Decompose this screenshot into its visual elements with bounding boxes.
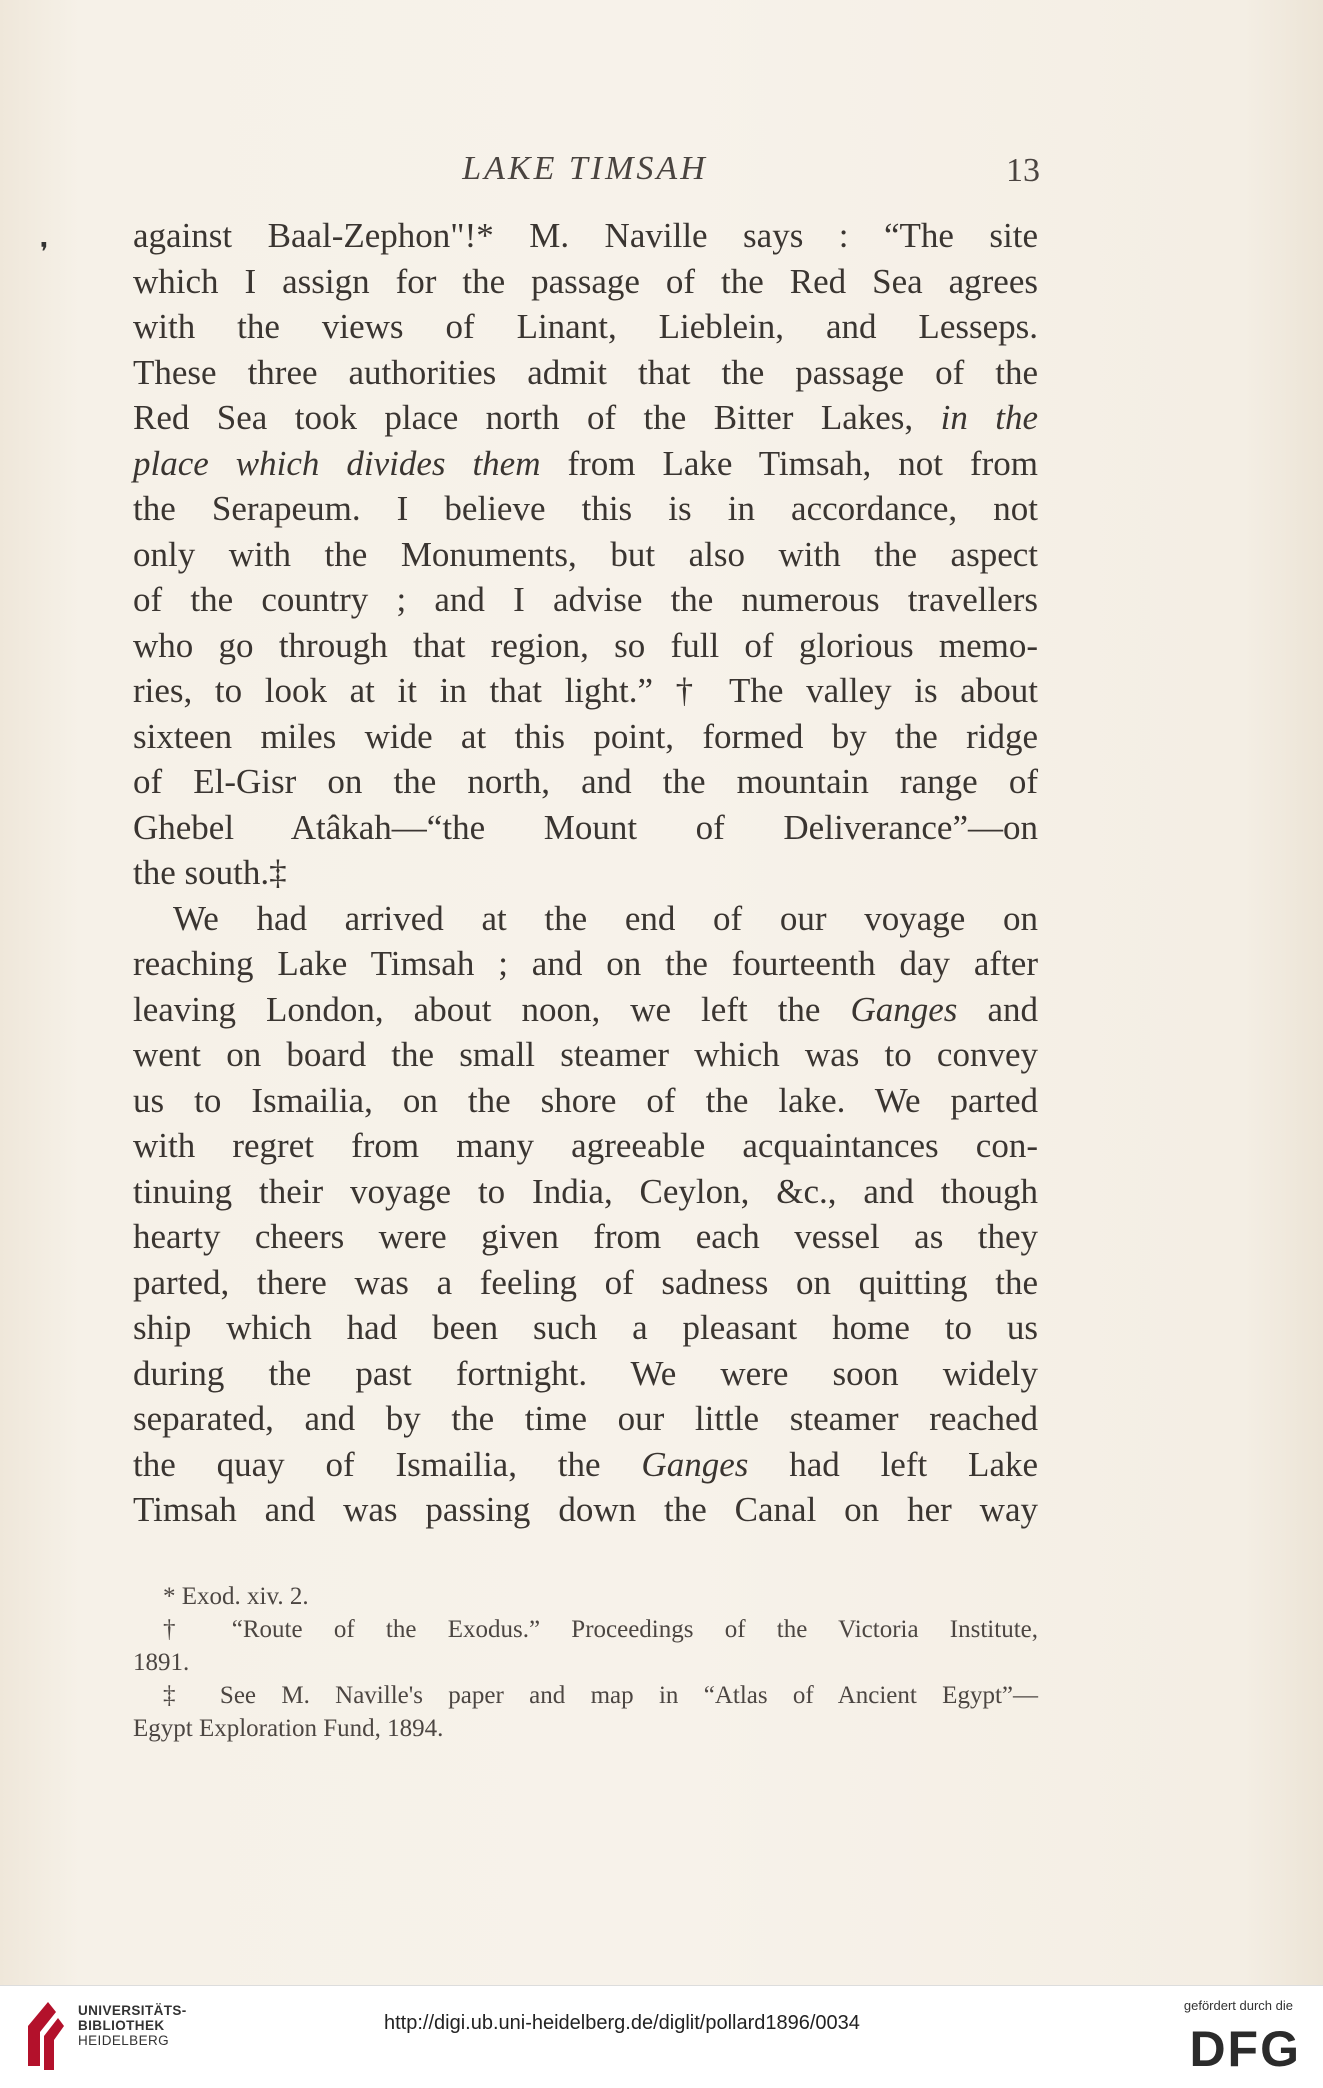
italic-phrase: in the	[940, 398, 1038, 437]
library-logo-icon	[14, 1996, 76, 2076]
funded-by-label: gefördert durch die	[1183, 1998, 1293, 2013]
text-line: during the past fortnight. We were soon widely	[133, 1353, 1038, 1393]
text-line: the south.‡	[133, 853, 287, 892]
text-line: tinuing their voyage to India, Ceylon, &c., and though	[133, 1171, 1038, 1211]
text-line: with regret from many agreeable acquaintances con-	[133, 1126, 1038, 1165]
text-line: went on board the small steamer which was to convey	[133, 1035, 1038, 1074]
footnote: 1891.	[133, 1649, 190, 1676]
dfg-logo: DFG	[1189, 2021, 1301, 2077]
text-line: ries, to look at it in that light.” † The valley is about	[133, 671, 1038, 710]
text-line: us to Ismailia, on the shore of the lake. We parted	[133, 1080, 1038, 1120]
text-line	[133, 395, 1038, 441]
body-text	[133, 213, 1038, 1533]
text-line: separated, and by the time our little steamer reached	[133, 1399, 1038, 1438]
text-line: of El-Gisr on the north, and the mountain range of	[133, 762, 1038, 801]
text-run: Red Sea took place north of the Bitter Lakes,	[133, 398, 914, 437]
margin-mark-icon: ❜	[40, 238, 49, 268]
text-run: leaving London, about noon, we left the	[133, 989, 821, 1029]
text-line: ship which had been such a pleasant home to us	[133, 1308, 1038, 1347]
text-line	[133, 1442, 1038, 1488]
italic-phrase: Ganges	[641, 1444, 749, 1484]
italic-phrase: place which divides them	[133, 443, 541, 483]
text-line: hearty cheers were given from each vessel as they	[133, 1217, 1038, 1256]
text-line: parted, there was a feeling of sadness on quitting the	[133, 1262, 1038, 1302]
footnote: Egypt Exploration Fund, 1894.	[133, 1715, 444, 1742]
text-line: only with the Monuments, but also with the aspect	[133, 534, 1038, 574]
text-line: reaching Lake Timsah ; and on the fourteenth day after	[133, 944, 1038, 983]
text-run: and	[987, 989, 1039, 1029]
text-line: Ghebel Atâkah—“the Mount of Deliverance”—on	[133, 807, 1038, 847]
library-name	[78, 2003, 187, 2048]
text-line: sixteen miles wide at this point, formed by the ridge	[133, 716, 1038, 756]
text-line	[133, 441, 1038, 487]
running-head	[130, 150, 1040, 200]
text-line: Timsah and was passing down the Canal on her way	[133, 1490, 1038, 1529]
text-line: with the views of Linant, Lieblein, and Lesseps.	[133, 307, 1038, 346]
text-line	[133, 987, 1038, 1033]
library-name-line: HEIDELBERG	[78, 2033, 170, 2048]
text-line: who go through that region, so full of glorious memo-	[133, 625, 1038, 665]
text-line: which I assign for the passage of the Red Sea agrees	[133, 261, 1038, 301]
running-title: LAKE TIMSAH	[462, 150, 708, 187]
text-line: of the country ; and I advise the numerous travellers	[133, 580, 1038, 619]
text-run: the quay of Ismailia, the	[133, 1444, 601, 1484]
text-line: We had arrived at the end of our voyage on	[173, 898, 1038, 938]
footnote: * Exod. xiv. 2.	[163, 1583, 309, 1610]
text-run: had left Lake	[789, 1444, 1039, 1484]
footnote: † “Route of the Exodus.” Proceedings of the Victoria Institute,	[163, 1616, 1038, 1643]
footnote: ‡ See M. Naville's paper and map in “Atlas of Ancient Egypt”—	[163, 1682, 1038, 1709]
text-run: from Lake Timsah, not from	[567, 443, 1038, 483]
text-line: against Baal-Zephon"!* M. Naville says : “The site	[133, 216, 1038, 255]
digitization-url-link[interactable]: http://digi.ub.uni-heidelberg.de/diglit/pollard1896/0034	[384, 2012, 860, 2034]
library-name-line: UNIVERSITÄTS-	[78, 2003, 187, 2018]
text-line: the Serapeum. I believe this is in accordance, not	[133, 489, 1038, 528]
footnotes	[133, 1580, 1038, 1745]
footer-bar	[0, 1985, 1323, 2088]
text-line: These three authorities admit that the passage of the	[133, 352, 1038, 392]
library-name-line: BIBLIOTHEK	[78, 2018, 165, 2033]
page-number: 13	[1006, 152, 1040, 189]
italic-phrase: Ganges	[850, 989, 958, 1029]
